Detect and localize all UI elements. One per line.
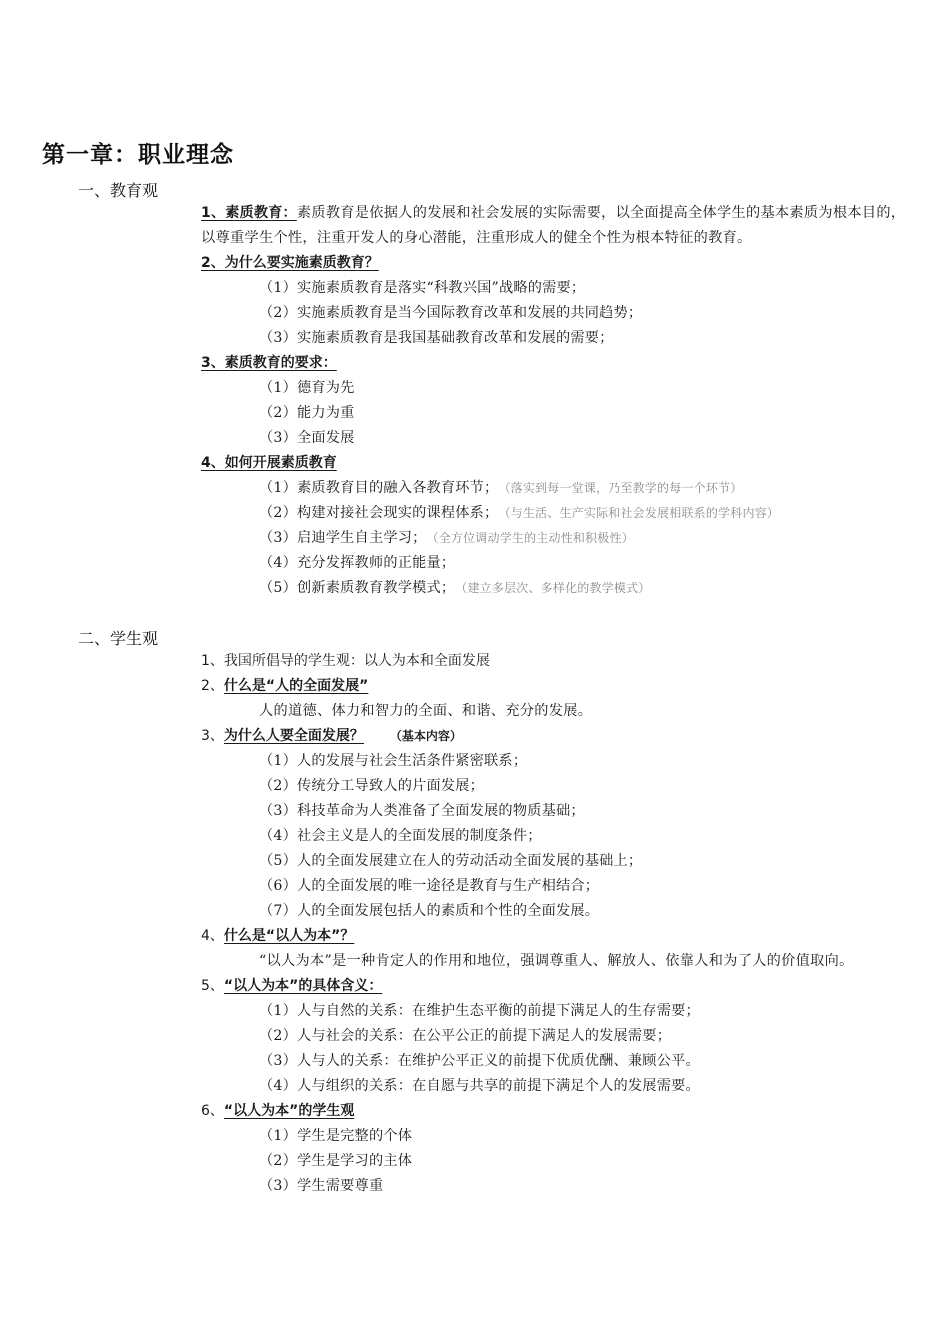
section-title-education-view: 一、教育观 [78,181,159,200]
basic-content-note: （基本内容） [389,729,462,743]
list-item: （3）人与人的关系：在维护公平正义的前提下优质优酬、兼顾公平。 [259,1053,700,1069]
list-item: （2）传统分工导致人的片面发展； [259,778,485,794]
list-item: （2）学生是学习的主体 [259,1153,413,1169]
list-item: （3）全面发展 [259,430,355,446]
list-item: （2）人与社会的关系：在公平公正的前提下满足人的发展需要； [259,1028,672,1044]
section-student-view-body [201,649,917,1199]
list-item: （2）能力为重 [259,405,355,421]
heading-people-oriented-meaning: 5、“以人为本”的具体含义： [201,978,383,994]
list-item: （5）人的全面发展建立在人的劳动活动全面发展的基础上； [259,853,643,869]
list-item: （1）学生是完整的个体 [259,1128,413,1144]
heading-people-oriented-student-view: 6、“以人为本”的学生观 [201,1103,355,1119]
list-item: （2）实施素质教育是当今国际教育改革和发展的共同趋势； [259,305,643,321]
all-round-development-definition: 人的道德、体力和智力的全面、和谐、充分的发展。 [259,703,593,719]
heading-why-quality-education: 2、为什么要实施素质教育？ [201,255,379,271]
hint-note: （与生活、生产实际和社会发展相联系的学科内容） [504,506,780,520]
list-item: （3）实施素质教育是我国基础教育改革和发展的需要； [259,330,614,346]
list-item: （2）构建对接社会现实的课程体系； （与生活、生产实际和社会发展相联系的学科内容） [259,505,780,521]
heading-what-is-people-oriented: 4、什么是“以人为本”？ [201,928,355,944]
section-title-student-view: 二、学生观 [78,629,159,648]
quality-education-definition [201,201,917,251]
heading-advocated-student-view: 1、我国所倡导的学生观：以人为本和全面发展 [201,653,490,669]
list-item: （3）科技革命为人类准备了全面发展的物质基础； [259,803,585,819]
hint-note: （建立多层次、多样化的教学模式） [461,581,651,595]
list-item: （7）人的全面发展包括人的素质和个性的全面发展。 [259,903,600,919]
list-item: （6）人的全面发展的唯一途径是教育与生产相结合； [259,878,600,894]
chapter-title: 第一章：职业理念 [42,142,234,168]
list-item: （3）启迪学生自主学习； （全方位调动学生的主动性和积极性） [259,530,634,546]
section-education-view-body [201,201,917,601]
hint-note: （落实到每一堂课，乃至教学的每一个环节） [504,481,743,495]
heading-how-to-carry-out: 4、如何开展素质教育 [201,455,337,471]
list-item: （4）人与组织的关系：在自愿与共享的前提下满足个人的发展需要。 [259,1078,700,1094]
list-item: （1）素质教育目的融入各教育环节； （落实到每一堂课，乃至教学的每一个环节） [259,480,743,496]
list-item: （1）德育为先 [259,380,355,396]
list-item: （1）实施素质教育是落实“科教兴国”战略的需要； [259,280,586,296]
list-item: （3）学生需要尊重 [259,1178,384,1194]
definition-heading: 1、素质教育： [201,205,297,221]
list-item: （1）人与自然的关系：在维护生态平衡的前提下满足人的生存需要； [259,1003,700,1019]
list-item: （4）充分发挥教师的正能量； [259,555,456,571]
hint-note: （全方位调动学生的主动性和积极性） [432,531,634,545]
list-item: （5）创新素质教育教学模式； （建立多层次、多样化的教学模式） [259,580,651,596]
heading-what-is-all-round-development: 2、什么是“人的全面发展” [201,678,369,694]
definition-text: 素质教育是依据人的发展和社会发展的实际需要，以全面提高全体学生的基本素质为根本目的，以尊重学生个性，注重开发人的身心潜能，注重形成人的健全个性为根本特征的教育。 [201,205,906,246]
list-item: （4）社会主义是人的全面发展的制度条件； [259,828,542,844]
list-item: （1）人的发展与社会生活条件紧密联系； [259,753,528,769]
people-oriented-definition: “以人为本”是一种肯定人的作用和地位，强调尊重人、解放人、依靠人和为了人的价值取向。 [259,953,854,969]
heading-quality-education-requirements: 3、素质教育的要求： [201,355,337,371]
heading-why-all-round-development: 3、为什么人要全面发展？ （基本内容） [201,728,462,744]
